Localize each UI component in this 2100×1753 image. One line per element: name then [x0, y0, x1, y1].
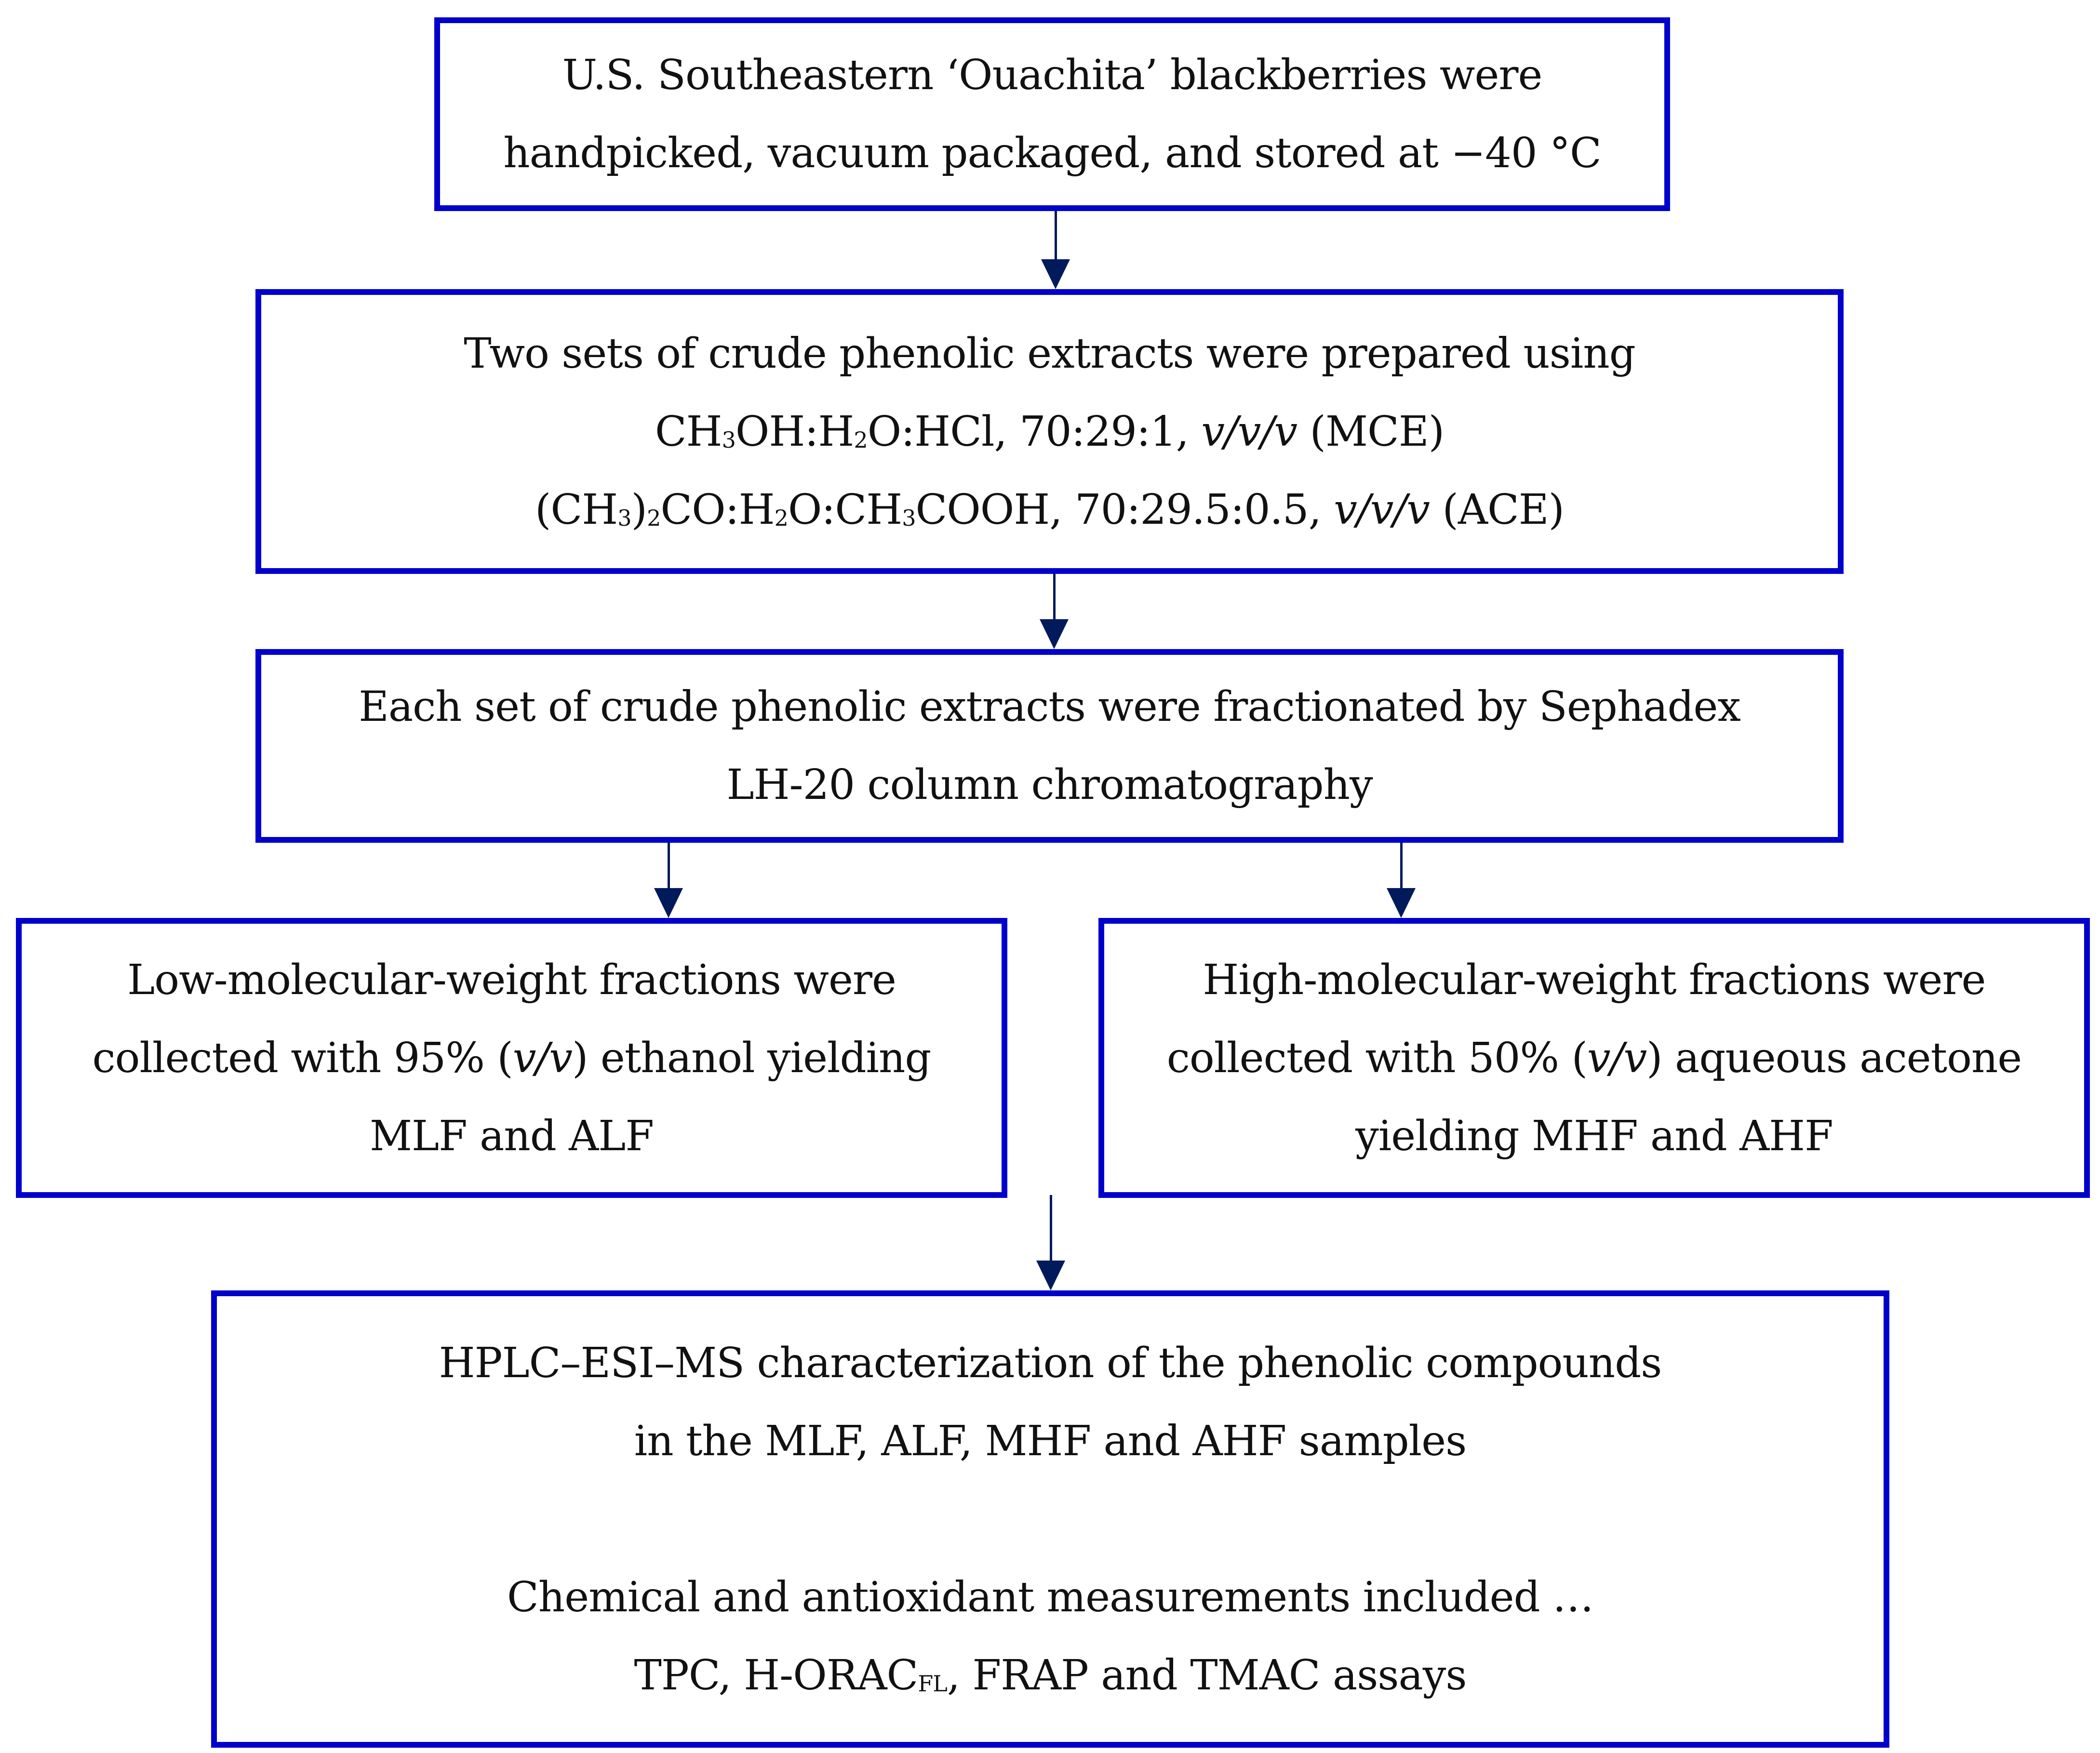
low-mw-line-1: Low-molecular-weight fractions were	[127, 956, 896, 1004]
harvest-line-1: U.S. Southeastern ‘Ouachita’ blackberries were	[562, 51, 1542, 99]
analysis-line-2: in the MLF, ALF, MHF and AHF samples	[634, 1417, 1467, 1465]
arrow-down-icon	[1041, 1195, 1060, 1290]
fractionation-box	[255, 649, 1844, 843]
fractionation-line-2: LH-20 column chromatography	[726, 761, 1373, 809]
low-mw-line-2: collected with 95% (v/v) ethanol yielding	[92, 1034, 931, 1082]
high-mw-line-2: collected with 50% (v/v) aqueous acetone	[1166, 1034, 2022, 1082]
high-mw-fractions-box	[1098, 918, 2090, 1198]
analysis-box	[211, 1290, 1889, 1748]
arrow-down-icon	[1391, 843, 1411, 918]
analysis-line-1: HPLC–ESI–MS characterization of the phenolic compounds	[439, 1339, 1662, 1387]
arrow-down-icon	[1044, 574, 1064, 649]
harvest-box	[434, 17, 1670, 211]
analysis-line-3: Chemical and antioxidant measurements included …	[507, 1573, 1593, 1621]
arrow-down-icon	[1046, 211, 1065, 289]
analysis-line-4: TPC, $H-ORAC_{FL}$, FRAP and TMAC assays	[634, 1651, 1467, 1700]
low-mw-line-3: MLF and ALF	[369, 1112, 654, 1160]
mce-solvent-line: $CH_3OH:H_2O:HCl$, 70:29:1, v/v/v (MCE)	[655, 407, 1445, 456]
low-mw-fractions-box	[16, 918, 1007, 1198]
extraction-box	[255, 289, 1844, 574]
fractionation-line-1: Each set of crude phenolic extracts were fractionated by Sephadex	[359, 683, 1740, 731]
arrow-down-icon	[659, 843, 678, 918]
extraction-line-1: Two sets of crude phenolic extracts were prepared using	[464, 329, 1635, 378]
ace-solvent-line: $(CH_3)_2CO:H_2O:CH_3COOH$, 70:29.5:0.5, v/v/v (ACE)	[535, 485, 1565, 534]
harvest-line-2: handpicked, vacuum packaged, and stored at −40 °C	[503, 129, 1601, 177]
high-mw-line-3: yielding MHF and AHF	[1355, 1112, 1833, 1160]
high-mw-line-1: High-molecular-weight fractions were	[1203, 956, 1986, 1004]
